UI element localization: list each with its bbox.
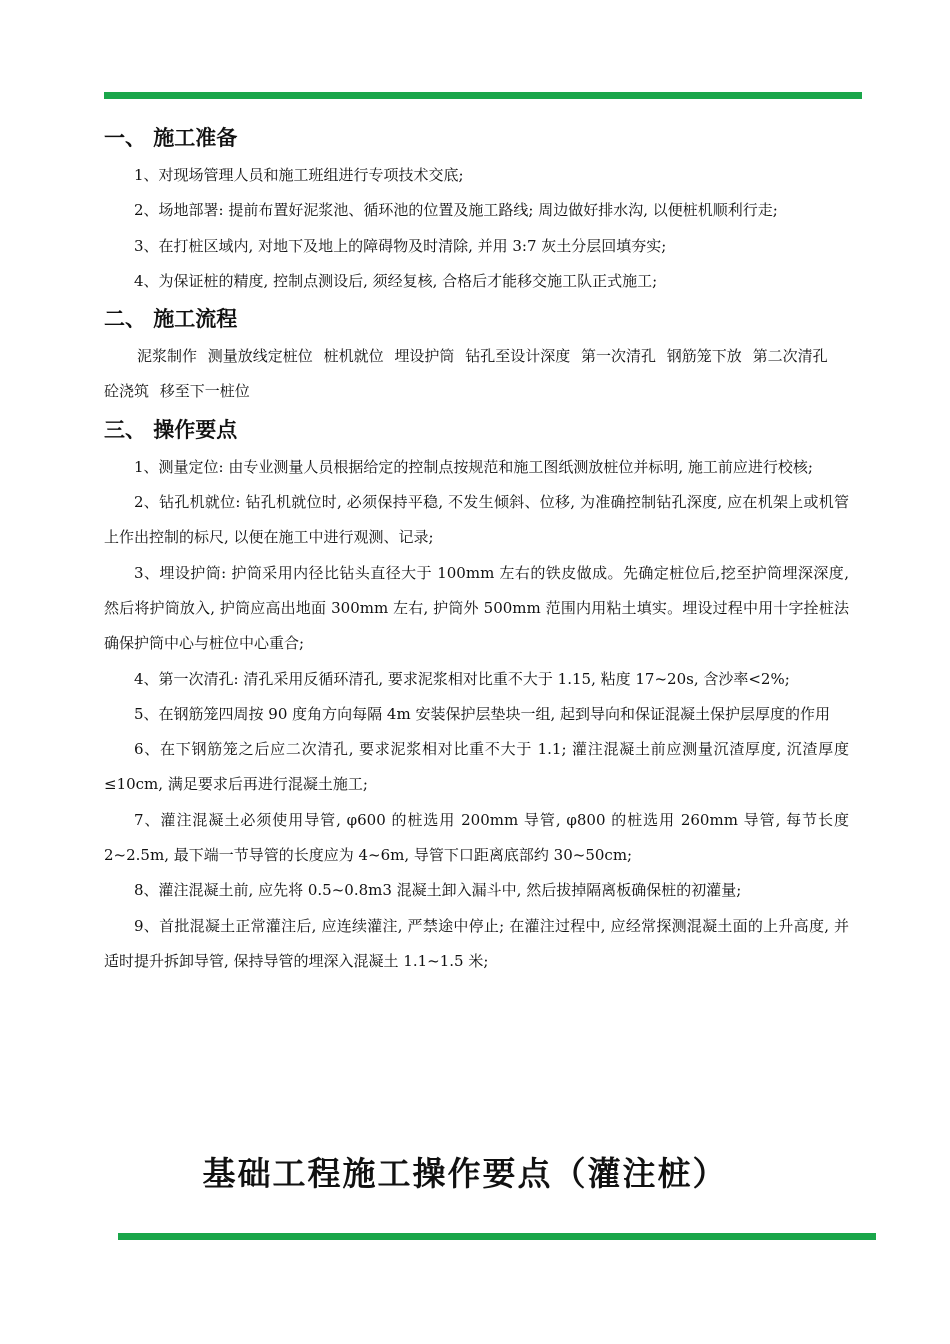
section-heading-preparation: 一、 施工准备	[104, 125, 238, 150]
flow-step: 第一次清孔	[580, 347, 656, 366]
paragraph: 8、灌注混凝土前, 应先将 0.5~0.8m3 混凝土卸入漏斗中, 然后拔掉隔离板确保桩的初灌量;	[134, 881, 742, 900]
document-title: 基础工程施工操作要点（灌注桩）	[202, 1154, 728, 1193]
paragraph: 6、在下钢筋笼之后应二次清孔, 要求泥浆相对比重不大于 1.1; 灌注混凝土前应测量沉渣厚度, 沉渣厚度≤10cm, 满足要求后再进行混凝土施工;	[104, 740, 849, 794]
paragraph: 3、埋设护筒: 护筒采用内径比钻头直径大于 100mm 左右的铁皮做成。先确定桩位后,挖至护筒埋深深度, 然后将护筒放入, 护筒应高出地面 300mm 左右, 护筒外 500mm 范围内用粘土填实。埋设过程中用十字拴桩法确保护筒中心与桩位中心重合;	[104, 563, 849, 653]
flow-step: 桩机就位	[323, 347, 384, 366]
flow-step: 埋设护筒	[394, 347, 455, 366]
document-body	[104, 118, 849, 979]
paragraph: 2、场地部署: 提前布置好泥浆池、循环池的位置及施工路线; 周边做好排水沟, 以便桩机顺利行走;	[134, 201, 778, 220]
flow-step: 第二次清孔	[752, 347, 828, 366]
paragraph: 4、为保证桩的精度, 控制点测设后, 须经复核, 合格后才能移交施工队正式施工;	[134, 271, 658, 290]
process-flow	[104, 339, 849, 410]
paragraph: 9、首批混凝土正常灌注后, 应连续灌注, 严禁途中停止; 在灌注过程中, 应经常探测混凝土面的上升高度, 并适时提升拆卸导管, 保持导管的埋深入混凝土 1.1~1.5 米;	[104, 916, 849, 970]
paragraph: 7、灌注混凝土必须使用导管, φ600 的桩选用 200mm 导管, φ800 的桩选用 260mm 导管, 每节长度 2~2.5m, 最下端一节导管的长度应为 4~6m, 导管下口距离底部约 30~50cm;	[104, 810, 849, 865]
flow-step: 钻孔至设计深度	[465, 347, 571, 366]
flow-step: 钢筋笼下放	[666, 347, 742, 366]
section-heading-key-points: 三、 操作要点	[104, 416, 238, 442]
bottom-divider-bar	[118, 1233, 876, 1240]
flow-step: 砼浇筑	[104, 382, 150, 401]
paragraph: 1、对现场管理人员和施工班组进行专项技术交底;	[134, 166, 464, 184]
flow-step: 泥浆制作	[137, 347, 198, 366]
paragraph: 2、钻孔机就位: 钻孔机就位时, 必须保持平稳, 不发生倾斜、位移, 为准确控制钻孔深度, 应在机架上或机管上作出控制的标尺, 以便在施工中进行观测、记录;	[104, 493, 849, 547]
top-divider-bar	[104, 92, 862, 99]
paragraph: 1、测量定位: 由专业测量人员根据给定的控制点按规范和施工图纸测放桩位并标明, 施工前应进行校核;	[134, 457, 813, 476]
paragraph: 3、在打桩区域内, 对地下及地上的障碍物及时清除, 并用 3:7 灰土分层回填夯实;	[134, 236, 667, 255]
flow-step: 移至下一桩位	[159, 382, 250, 401]
section-heading-process: 二、 施工流程	[104, 306, 238, 332]
paragraph: 5、在钢筋笼四周按 90 度角方向每隔 4m 安装保护层垫块一组, 起到导向和保证混凝土保护层厚度的作用	[134, 704, 831, 723]
paragraph: 4、第一次清孔: 清孔采用反循环清孔, 要求泥浆相对比重不大于 1.15, 粘度 17~20s, 含沙率<2%;	[134, 669, 790, 688]
flow-step: 测量放线定桩位	[207, 347, 313, 366]
